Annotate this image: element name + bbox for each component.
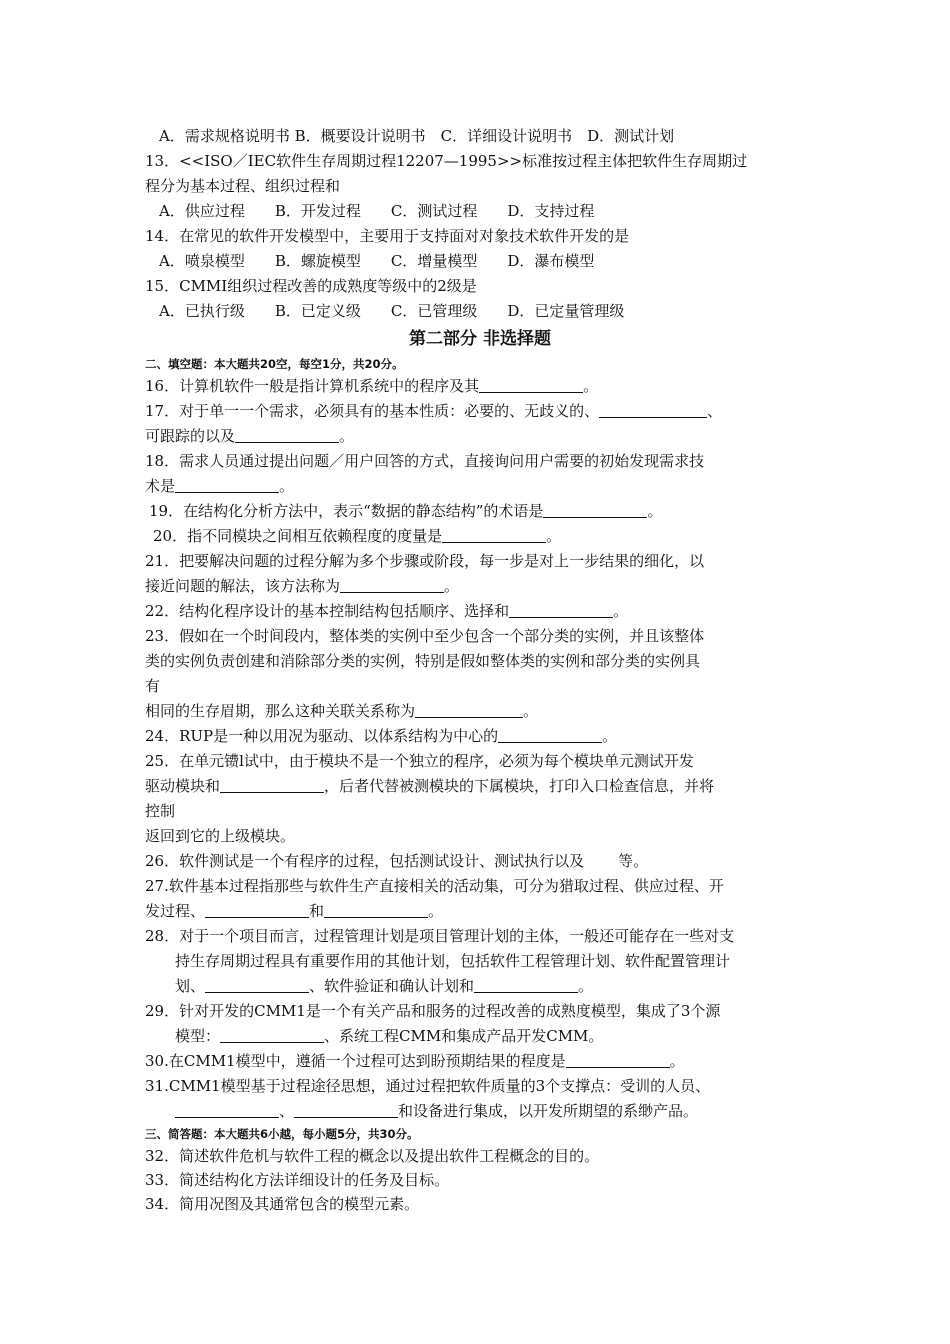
q33: 33．简述结构化方法详细设计的任务及目标。 xyxy=(145,1171,450,1189)
q13-stem-line1: 13．<<ISO／IEC软件生存周期过程12207—1995>>标准按过程主体把软件生存周期过 xyxy=(145,152,748,170)
q17-end: 。 xyxy=(339,427,355,445)
q28-text-4: 、软件验证和确认计划和 xyxy=(309,977,475,995)
q25-line3: 控制 xyxy=(145,802,176,820)
q34: 34．简用况图及其通常包含的模型元素。 xyxy=(145,1195,420,1213)
q19-text: 19．在结构化分析方法中，表示“数据的静态结构”的术语是 xyxy=(149,502,544,520)
q20-text: 20．指不同模块之间相互依赖程度的度量是 xyxy=(153,527,443,545)
q25-line1: 25．在单元镄l试中，由于模块不是一个独立的程序，必须为每个模块单元测试开发 xyxy=(145,752,694,770)
q31-blank-1[interactable] xyxy=(175,1102,279,1118)
q29-text-2: 模型： xyxy=(175,1027,221,1045)
q26-end: 等。 xyxy=(618,852,649,870)
q15-options: A．已执行级 B．已定义级 C．已管理级 D．已定量管理级 xyxy=(159,302,625,320)
q16-end: 。 xyxy=(583,377,599,395)
q28-line3 xyxy=(145,974,815,999)
q28-text-3: 划、 xyxy=(175,977,206,995)
q17-blank-1[interactable] xyxy=(599,402,707,418)
q16-blank[interactable] xyxy=(479,377,583,393)
q21-line1: 21．把要解决问题的过程分解为多个步骤或阶段，每一步是对上一步结果的细化，以 xyxy=(145,552,705,570)
q14-options: A．喷泉模型 B．螺旋模型 C．增量模型 D．瀑布模型 xyxy=(159,252,595,270)
q24 xyxy=(145,724,815,749)
q18-blank[interactable] xyxy=(175,477,279,493)
q31-text-2: 和设备进行集成，以开发所期望的系缈产品。 xyxy=(398,1102,699,1120)
q26 xyxy=(145,849,815,874)
q25-blank[interactable] xyxy=(220,777,324,793)
q25-line4: 返回到它的上级模块。 xyxy=(145,827,296,845)
q28-line2: 持生存周期过程具有重要作用的其他计划，包括软件工程管理计划、软件配置管理计 xyxy=(175,952,731,970)
q21-end: 。 xyxy=(444,577,460,595)
q27-text-2: 发过程、 xyxy=(145,902,206,920)
q16-text: 16．计算机软件一般是指计算机系统中的程序及其 xyxy=(145,377,480,395)
q27-blank-2[interactable] xyxy=(324,902,428,918)
q20-end: 。 xyxy=(546,527,562,545)
q26-text: 26．软件测试是一个有程序的过程，包括测试设计、测试执行以及 xyxy=(145,852,585,870)
q23-line3: 有 xyxy=(145,677,161,695)
q29-line2 xyxy=(145,1024,815,1049)
q16 xyxy=(145,374,815,399)
q19 xyxy=(145,499,815,524)
q15-stem: 15．CMMI组织过程改善的成熟度等级中的2级是 xyxy=(145,277,477,295)
section3-title: 三、简答题：本大题共6小越，每小题5分，共30分。 xyxy=(145,1127,419,1141)
q23-blank[interactable] xyxy=(415,702,523,718)
q23-line2: 类的实例负责创建和消除部分类的实例，特别是假如整体类的实例和部分类的实例具 xyxy=(145,652,701,670)
q31-line2 xyxy=(145,1099,815,1124)
q28-line1: 28．对于一个项目而言，过程管理计划是项目管理计划的主体，一般还可能存在一些对支 xyxy=(145,927,735,945)
q26-blank[interactable] xyxy=(584,853,618,868)
q20-blank[interactable] xyxy=(442,527,546,543)
q17-line2 xyxy=(145,424,815,449)
part2-title: 第二部分 非选择题 xyxy=(409,329,551,349)
q17-text-2: 可跟踪的以及 xyxy=(145,427,236,445)
q18-line2 xyxy=(145,474,815,499)
q20 xyxy=(145,524,815,549)
q25-text-2: 驱动模块和 xyxy=(145,777,221,795)
q22-text: 22．结构化程序设计的基本控制结构包括顺序、选择和 xyxy=(145,602,510,620)
q17-line1 xyxy=(145,399,815,424)
exam-page xyxy=(145,124,815,1216)
q13-stem-line2: 程分为基本过程、组织过程和 xyxy=(145,177,341,195)
q25-line2 xyxy=(145,774,815,799)
q19-end: 。 xyxy=(647,502,663,520)
q24-text: 24．RUP是一种以用况为驱动、以体系结构为中心的 xyxy=(145,727,499,745)
q22-blank[interactable] xyxy=(509,602,613,618)
q31-blank-2[interactable] xyxy=(294,1102,398,1118)
section2-title: 二、填空题：本大题共20空，每空1分，共20分。 xyxy=(145,357,404,371)
q27-end: 。 xyxy=(428,902,444,920)
q32: 32．简述软件危机与软件工程的概念以及提出软件工程概念的目的。 xyxy=(145,1147,600,1165)
q31-sep: 、 xyxy=(279,1102,295,1120)
q24-blank[interactable] xyxy=(498,727,602,743)
q12-options: A．需求规格说明书 B．概要设计说明书 C．详细设计说明书 D．测试计划 xyxy=(159,127,675,145)
q22-end: 。 xyxy=(613,602,629,620)
q17-sep: 、 xyxy=(707,402,723,420)
q23-end: 。 xyxy=(523,702,539,720)
q29-text-3: 、系统工程CMM和集成产品开发CMM。 xyxy=(324,1027,604,1045)
q28-blank-1[interactable] xyxy=(205,977,309,993)
q23-line4 xyxy=(145,699,815,724)
q18-text-2: 术是 xyxy=(145,477,176,495)
q30 xyxy=(145,1049,815,1074)
q28-end: 。 xyxy=(578,977,594,995)
q17-blank-2[interactable] xyxy=(235,427,339,443)
q21-text-2: 接近问题的解法，该方法称为 xyxy=(145,577,341,595)
q25-text-3: ，后者代替被测模块的下属模块，打印入口检查信息，并将 xyxy=(324,777,715,795)
q21-line2 xyxy=(145,574,815,599)
q27-blank-1[interactable] xyxy=(205,902,309,918)
q18-end: 。 xyxy=(279,477,295,495)
q30-end: 。 xyxy=(669,1052,685,1070)
q24-end: 。 xyxy=(602,727,618,745)
q18-line1: 18．需求人员通过提出问题／用户回答的方式，直接询问用户需要的初始发现需求技 xyxy=(145,452,705,470)
q17-text: 17．对于单一一个需求，必须具有的基本性质：必要的、无歧义的、 xyxy=(145,402,600,420)
q29-blank[interactable] xyxy=(220,1027,324,1043)
q27-line2 xyxy=(145,899,815,924)
q14-stem: 14．在常见的软件开发模型中，主要用于支持面对对象技术软件开发的是 xyxy=(145,227,630,245)
q19-blank[interactable] xyxy=(543,502,647,518)
q30-blank[interactable] xyxy=(566,1052,670,1068)
q13-options: A．供应过程 B．开发过程 C．测试过程 D．支持过程 xyxy=(159,202,595,220)
q21-blank[interactable] xyxy=(340,577,444,593)
q23-line1: 23．假如在一个时间段内，整体类的实例中至少包含一个部分类的实例，并且该整体 xyxy=(145,627,705,645)
q30-text: 30.在CMM1模型中，遵循一个过程可达到盼预期结果的程度是 xyxy=(145,1052,566,1070)
q28-blank-2[interactable] xyxy=(474,977,578,993)
q27-line1: 27.软件基本过程指那些与软件生产直接相关的活动集，可分为猎取过程、供应过程、开 xyxy=(145,877,724,895)
q22 xyxy=(145,599,815,624)
q31-line1: 31.CMM1模型基于过程途径思想，通过过程把软件质量的3个支撑点：受训的人员、 xyxy=(145,1077,711,1095)
q23-text-4: 相同的生存眉期，那么这种关联关系称为 xyxy=(145,702,416,720)
q29-line1: 29．针对开发的CMM1是一个有关产品和服务的过程改善的成熟度模型，集成了3个源 xyxy=(145,1002,721,1020)
q27-and: 和 xyxy=(309,902,325,920)
